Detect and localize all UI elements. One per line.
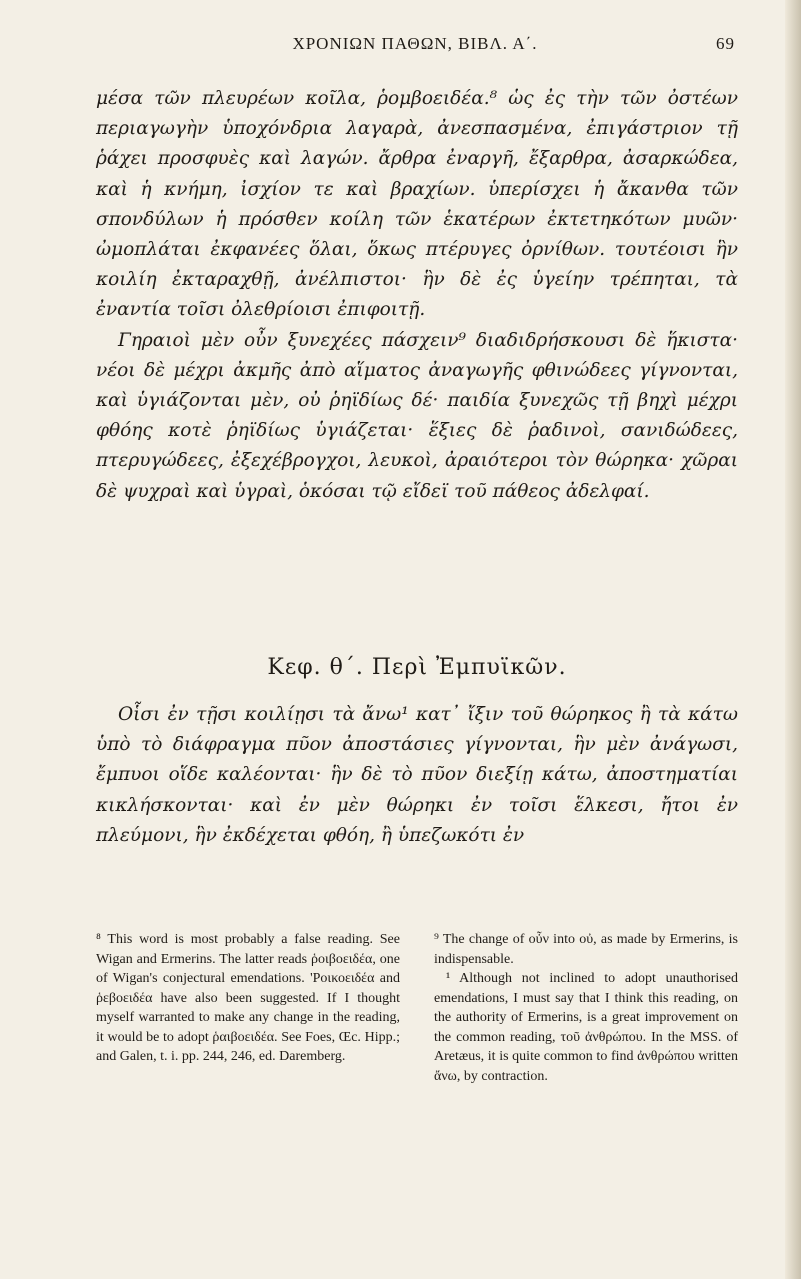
- footnotes: [96, 930, 738, 1086]
- footnotes-right-column: [434, 930, 738, 1086]
- paragraph-1: μέσα τῶν πλευρέων κοῖλα, ῥομβοειδέα.⁸ ὡς ἐς τὴν τῶν ὀστέων περιαγωγὴν ὑποχόνδρια λαγαρὰ, ἀνεσπασμένα, ἐπιγάστριον τῇ ῥάχει προσφυὲς καὶ λαγών. ἄρθρα ἐναργῆ, ἔξαρθρα, ἀσαρκώδεα, καὶ ἡ κνήμη, ἰσχίον τε καὶ βραχίων. ὑπερίσχει ἡ ἄκανθα τῶν σπονδύλων ἡ πρόσθεν κοίλη τῶν ἑκατέρων ἐκτετηκότων μυῶν· ὠμοπλάται ἐκφανέες ὅλαι, ὅκως πτέρυγες ὀρνίθων. τουτέοισι ἣν κοιλίη ἐκταραχθῇ, ἀνέλπιστοι· ἣν δὲ ἐς ὑγείην τρέπηται, τὰ ἐναντία τοῖσι ὀλεθρίοισι ἐπιφοιτῇ.: [96, 88, 738, 321]
- footnote-8: ⁸ This word is most probably a false reading. See Wigan and Ermerins. The latter reads ῥοιβοειδέα, one of Wigan's conjectural emendations. 'Ροικοειδέα and ῥεβοειδέα have also been suggested. If I thought myself warranted to make any change in the reading, it would be to adopt ῥαιβοειδέα. See Foes, Œc. Hipp.; and Galen, t. i. pp. 244, 246, ed. Daremberg.: [96, 932, 400, 1064]
- paragraph-2: Γηραιοὶ μὲν οὖν ξυνεχέες πάσχειν⁹ διαδιδρήσκουσι δὲ ἥκιστα· νέοι δὲ μέχρι ἀκμῆς ἀπὸ αἵματος ἀναγωγῆς φθινώδεες γίγνονται, καὶ ὑγιάζονται μὲν, οὐ ῥηϊδίως δέ· παιδία ξυνεχῶς τῇ βηχὶ μέχρι φθόης κοτὲ ῥηϊδίως ὑγιάζεται· ἕξιες δὲ ῥαδινοὶ, σανιδώδεες, πτερυγώδεες, ἐξεχέβρογχοι, λευκοὶ, ἀραιότεροι τὸν θώρηκα· χῶραι δὲ ψυχραὶ καὶ ὑγραὶ, ὁκόσαι τῷ εἴδεϊ τοῦ πάθεος ἀδελφαί.: [96, 329, 738, 502]
- running-title: ΧΡΟΝΙΩΝ ΠΑΘΩΝ, ΒΙΒΛ. Α΄.: [292, 34, 538, 53]
- page-binding-edge: [785, 0, 801, 1279]
- footnotes-left-column: [96, 930, 400, 1086]
- chapter-heading: Κεφ. θ΄. Περὶ Ἐμπυϊκῶν.: [267, 655, 567, 680]
- page-number: 69: [716, 34, 735, 53]
- main-text: [96, 84, 738, 507]
- footnote-1: ¹ Although not inclined to adopt unauthorised emendations, I must say that I think this reading, on the authority of Ermerins, is a great improvement on the common reading, τοῦ ἀνθρώπου. In the MSS. of Aretæus, it is quite common to find ἀνθρώπου written ἄνω, by contraction.: [434, 971, 738, 1084]
- chapter-text: Οἷσι ἐν τῇσι κοιλίῃσι τὰ ἄνω¹ κατ᾽ ἴξιν τοῦ θώρηκος ἢ τὰ κάτω ὑπὸ τὸ διάφραγμα πῦον ἀποστάσιες γίγνονται, ἣν μὲν ἀνάγωσι, ἔμπυοι οἵδε καλέονται· ἣν δὲ τὸ πῦον διεξίῃ κάτω, ἀποστηματίαι κικλήσκονται· καὶ ἐν μὲν θώρηκι ἐν τοῖσι ἕλκεσι, ἤτοι ἐν πλεύμονι, ἣν ἐκδέχεται φθόη, ἢ ὑπεζωκότι ἐν: [96, 704, 738, 846]
- footnote-9: ⁹ The change of οὖν into οὐ, as made by Ermerins, is indispensable.: [434, 932, 738, 967]
